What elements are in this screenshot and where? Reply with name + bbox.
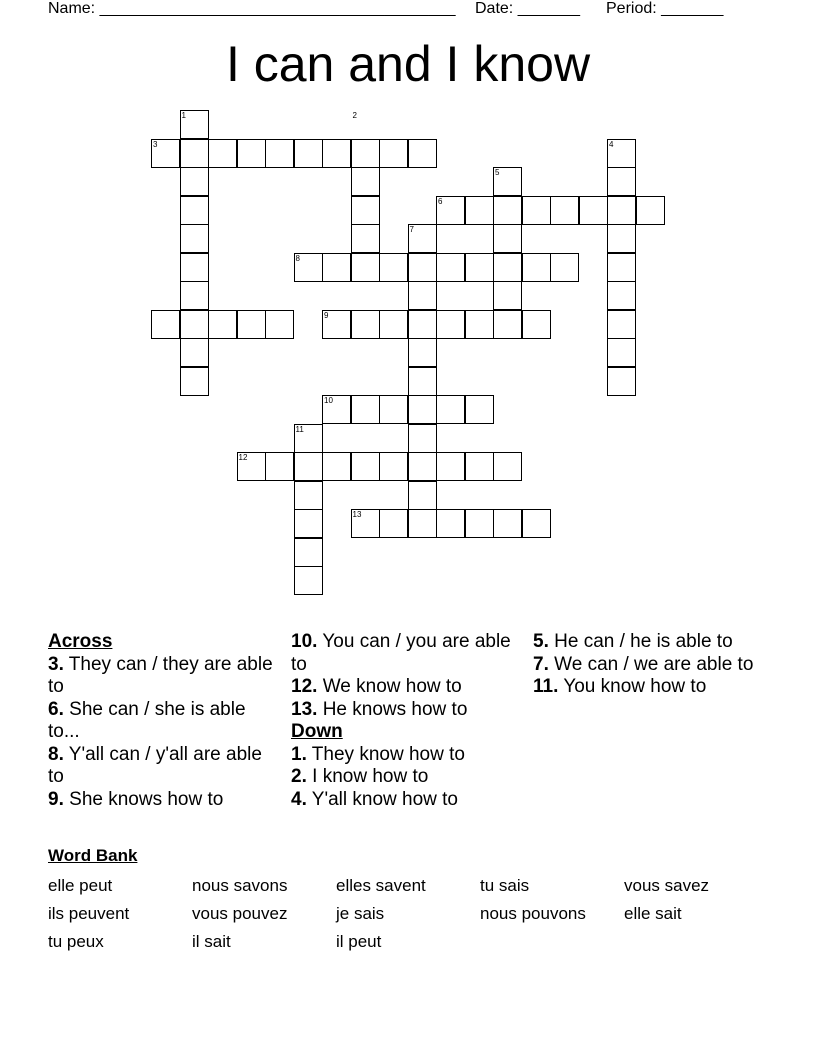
word-bank-word: nous pouvons: [480, 904, 586, 923]
grid-cell[interactable]: [322, 139, 351, 168]
grid-cell[interactable]: [180, 110, 209, 139]
name-field-label[interactable]: Name: ________________________________________: [48, 0, 456, 17]
grid-cell[interactable]: [180, 224, 209, 253]
grid-cell[interactable]: [265, 452, 294, 481]
clue-across-8: 8. Y'all can / y'all are able to: [48, 743, 262, 787]
grid-cell[interactable]: [607, 224, 636, 253]
grid-cell[interactable]: [180, 367, 209, 396]
grid-cell[interactable]: [379, 139, 408, 168]
grid-cell[interactable]: [408, 424, 437, 453]
clue-across-12: 12. We know how to: [291, 676, 462, 697]
clue-number-label: 2: [352, 111, 357, 120]
clue-across-6: 6. She can / she is able to...: [48, 698, 246, 742]
grid-cell[interactable]: [493, 310, 522, 339]
clue-number-label: 4: [609, 139, 614, 149]
word-bank-word: nous savons: [192, 876, 288, 895]
grid-cell[interactable]: [294, 139, 323, 168]
clue-across-13: 13. He knows how to: [291, 698, 468, 720]
grid-cell[interactable]: [408, 452, 437, 481]
grid-cell[interactable]: [465, 452, 494, 481]
word-bank-word: tu sais: [480, 876, 530, 895]
grid-cell[interactable]: [607, 281, 636, 310]
grid-cell[interactable]: [351, 452, 380, 481]
word-bank-word: elle peut: [48, 876, 113, 895]
grid-cell[interactable]: [322, 310, 351, 339]
grid-cell[interactable]: [607, 310, 636, 339]
grid-cell[interactable]: [237, 452, 266, 481]
grid-cell[interactable]: [379, 395, 408, 424]
grid-cell[interactable]: [180, 167, 209, 196]
grid-cell[interactable]: [607, 139, 636, 168]
grid-cell[interactable]: [522, 196, 551, 225]
grid-cell[interactable]: [322, 452, 351, 481]
grid-cell[interactable]: [180, 281, 209, 310]
grid-cell[interactable]: [579, 196, 608, 225]
grid-cell[interactable]: [237, 139, 266, 168]
grid-cell[interactable]: [180, 253, 209, 282]
grid-cell[interactable]: [607, 338, 636, 367]
grid-cell[interactable]: [607, 367, 636, 396]
down-heading: Down: [291, 721, 343, 742]
grid-cell[interactable]: [408, 281, 437, 310]
clue-number-label: 3: [153, 139, 158, 149]
grid-cell[interactable]: [493, 281, 522, 310]
clue-number-label: 6: [438, 196, 443, 206]
grid-cell[interactable]: [151, 139, 180, 168]
clue-number-label: 10: [324, 396, 333, 405]
grid-cell[interactable]: [408, 481, 437, 510]
clue-down-11: 11. You know how to: [533, 676, 707, 697]
grid-cell[interactable]: [436, 196, 465, 225]
clue-number-label: 1: [181, 111, 186, 120]
grid-cell[interactable]: [607, 167, 636, 196]
grid-cell[interactable]: [408, 253, 437, 282]
grid-cell[interactable]: [408, 224, 437, 253]
clue-down-5: 5. He can / he is able to: [533, 631, 733, 652]
grid-cell[interactable]: [408, 509, 437, 538]
grid-cell[interactable]: [294, 566, 323, 595]
grid-cell[interactable]: [351, 395, 380, 424]
grid-cell[interactable]: [493, 452, 522, 481]
grid-cell[interactable]: [465, 196, 494, 225]
grid-cell[interactable]: [351, 139, 380, 168]
word-bank-word: elles savent: [336, 876, 426, 895]
grid-cell[interactable]: [607, 196, 636, 225]
word-bank-word: il sait: [192, 932, 231, 951]
grid-cell[interactable]: [379, 509, 408, 538]
grid-cell[interactable]: [550, 196, 579, 225]
clue-number-label: 5: [495, 168, 500, 177]
grid-cell[interactable]: [351, 310, 380, 339]
grid-cell[interactable]: [607, 253, 636, 282]
clues-column-2: [291, 631, 521, 811]
grid-cell[interactable]: [351, 509, 380, 538]
word-bank-word: vous pouvez: [192, 904, 288, 923]
clue-number-label: 9: [324, 310, 329, 320]
word-bank-word: je sais: [336, 904, 385, 923]
grid-cell[interactable]: [237, 310, 266, 339]
grid-cell[interactable]: [465, 253, 494, 282]
grid-cell[interactable]: [408, 139, 437, 168]
clue-number-label: 12: [238, 453, 248, 462]
grid-cell[interactable]: [493, 196, 522, 225]
grid-cell[interactable]: [436, 509, 465, 538]
grid-cell[interactable]: [265, 139, 294, 168]
grid-cell[interactable]: [522, 310, 551, 339]
grid-cell[interactable]: [208, 139, 237, 168]
clue-down-2: 2. I know how to: [291, 766, 429, 787]
clue-across-10: 10. You can / you are able to: [291, 631, 511, 675]
grid-cell[interactable]: [294, 452, 323, 481]
across-heading: Across: [48, 631, 113, 652]
grid-cell[interactable]: [351, 253, 380, 282]
grid-cell[interactable]: [180, 139, 209, 168]
grid-cell[interactable]: [180, 338, 209, 367]
page-title: I can and I know: [225, 36, 591, 92]
grid-cell[interactable]: [294, 253, 323, 282]
grid-cell[interactable]: [294, 509, 323, 538]
grid-cell[interactable]: [408, 367, 437, 396]
grid-cell[interactable]: [493, 509, 522, 538]
date-field-label[interactable]: Date: _______: [475, 0, 580, 17]
grid-cell[interactable]: [351, 224, 380, 253]
grid-cell[interactable]: [351, 167, 380, 196]
grid-cell[interactable]: [379, 452, 408, 481]
grid-cell[interactable]: [522, 253, 551, 282]
grid-cell[interactable]: [294, 538, 323, 567]
grid-cell[interactable]: [465, 395, 494, 424]
word-bank-title: Word Bank: [48, 846, 138, 865]
grid-cell[interactable]: [322, 395, 351, 424]
grid-cell[interactable]: [550, 253, 579, 282]
grid-cell[interactable]: [465, 509, 494, 538]
grid-cell[interactable]: [379, 253, 408, 282]
grid-cell[interactable]: [436, 395, 465, 424]
grid-cell[interactable]: [465, 310, 494, 339]
clue-number-label: 13: [352, 510, 362, 519]
grid-cell[interactable]: [294, 481, 323, 510]
clue-across-3: 3. They can / they are able to: [48, 653, 273, 697]
clue-across-9: 9. She knows how to: [48, 788, 224, 810]
grid-cell[interactable]: [493, 253, 522, 282]
grid-cell[interactable]: [436, 452, 465, 481]
word-bank-word: tu peux: [48, 932, 104, 951]
clue-number-label: 11: [295, 424, 304, 434]
clue-number-label: 8: [295, 253, 300, 263]
grid-cell[interactable]: [294, 424, 323, 453]
word-bank-word: il peut: [336, 932, 382, 951]
grid-cell[interactable]: [151, 310, 180, 339]
grid-cell[interactable]: [379, 310, 408, 339]
clue-down-7: 7. We can / we are able to: [533, 653, 754, 675]
grid-cell[interactable]: [322, 253, 351, 282]
word-bank-word: elle sait: [624, 904, 682, 923]
grid-cell[interactable]: [522, 509, 551, 538]
grid-cell[interactable]: [408, 395, 437, 424]
word-bank-word: vous savez: [624, 876, 710, 895]
period-field-label[interactable]: Period: _______: [606, 0, 724, 17]
clue-down-4: 4. Y'all know how to: [291, 788, 458, 810]
grid-cell[interactable]: [265, 310, 294, 339]
grid-cell[interactable]: [493, 224, 522, 253]
grid-cell[interactable]: [436, 310, 465, 339]
clue-down-1: 1. They know how to: [291, 743, 465, 765]
clue-number-label: 7: [409, 225, 414, 234]
grid-cell[interactable]: [208, 310, 237, 339]
grid-cell[interactable]: [493, 167, 522, 196]
grid-cell[interactable]: [180, 310, 209, 339]
grid-cell[interactable]: [636, 196, 665, 225]
grid-cell[interactable]: [180, 196, 209, 225]
grid-cell[interactable]: [351, 196, 380, 225]
word-bank-word: ils peuvent: [48, 904, 130, 923]
clues-column-3: [533, 631, 793, 699]
grid-cell[interactable]: [436, 253, 465, 282]
grid-cell[interactable]: [408, 338, 437, 367]
clues-column-1: [48, 631, 278, 811]
grid-cell[interactable]: [408, 310, 437, 339]
